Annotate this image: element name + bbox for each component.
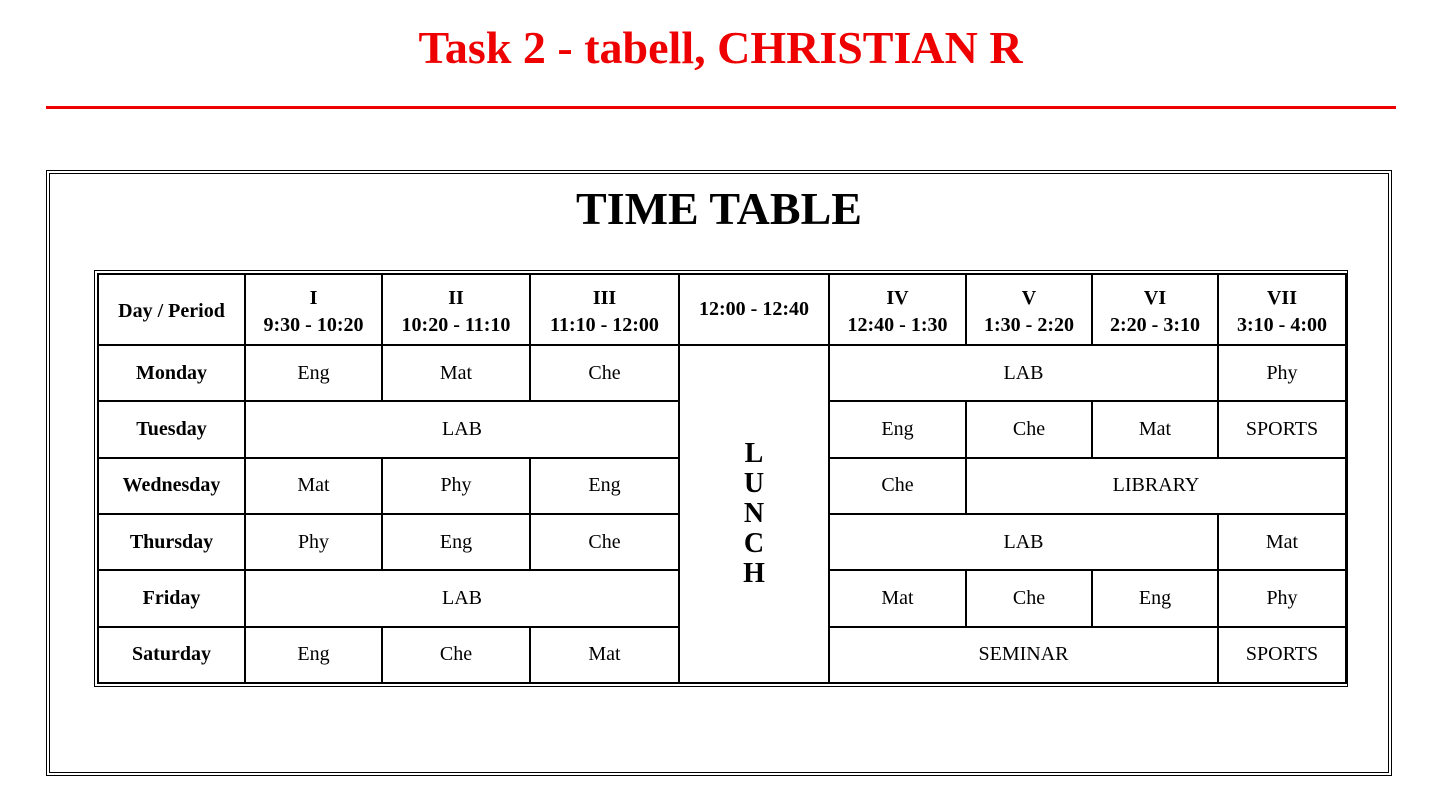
period-number: II [448, 286, 464, 309]
day-label: Friday [98, 570, 245, 626]
title-divider [46, 106, 1396, 109]
lunch-letter: C [743, 528, 765, 559]
period-time: 3:10 - 4:00 [1237, 313, 1327, 336]
lunch-cell [679, 345, 829, 683]
period-time: 11:10 - 12:00 [550, 313, 659, 336]
lunch-label [743, 439, 765, 589]
page-title: Task 2 - tabell, CHRISTIAN R [418, 22, 1023, 73]
table-cell: Mat [530, 627, 679, 683]
period-time: 2:20 - 3:10 [1110, 313, 1200, 336]
period-time: 12:40 - 1:30 [847, 313, 948, 336]
table-cell: Eng [245, 345, 382, 401]
day-label: Thursday [98, 514, 245, 570]
lunch-letter: H [743, 558, 765, 589]
period-header-2 [382, 274, 530, 345]
table-cell: Che [829, 458, 966, 514]
period-header-6 [1092, 274, 1218, 345]
table-cell: Che [530, 345, 679, 401]
timetable [97, 273, 1347, 684]
table-cell: Mat [1218, 514, 1346, 570]
table-cell: Che [530, 514, 679, 570]
period-time: 10:20 - 11:10 [401, 313, 511, 336]
table-cell: Che [966, 401, 1092, 457]
table-cell: Eng [382, 514, 530, 570]
timetable-heading: TIME TABLE [576, 183, 862, 234]
period-header-5 [966, 274, 1092, 345]
table-cell: LAB [829, 514, 1218, 570]
table-row-monday [98, 345, 1346, 401]
table-cell: Phy [245, 514, 382, 570]
timetable-frame [94, 270, 1348, 687]
period-number: VI [1143, 286, 1167, 309]
day-label: Wednesday [98, 458, 245, 514]
period-header-1 [245, 274, 382, 345]
table-cell: Eng [245, 627, 382, 683]
table-cell: Phy [1218, 345, 1346, 401]
lunch-letter: N [743, 498, 765, 529]
table-cell: SPORTS [1218, 627, 1346, 683]
day-label: Saturday [98, 627, 245, 683]
period-header-7 [1218, 274, 1346, 345]
period-number: III [592, 286, 617, 309]
period-time: 12:00 - 12:40 [699, 298, 809, 320]
table-cell: Eng [530, 458, 679, 514]
header-row [98, 274, 1346, 345]
day-label: Tuesday [98, 401, 245, 457]
day-label: Monday [98, 345, 245, 401]
period-number: IV [886, 286, 909, 309]
table-cell: Eng [1092, 570, 1218, 626]
corner-header [98, 274, 245, 345]
table-cell: LIBRARY [966, 458, 1346, 514]
period-number: VII [1266, 286, 1297, 309]
table-cell: LAB [829, 345, 1218, 401]
table-cell: Phy [382, 458, 530, 514]
table-cell: LAB [245, 401, 679, 457]
table-cell: Mat [382, 345, 530, 401]
table-cell: SEMINAR [829, 627, 1218, 683]
period-time: 9:30 - 10:20 [263, 313, 364, 336]
table-cell: Eng [829, 401, 966, 457]
table-cell: SPORTS [1218, 401, 1346, 457]
period-time: 1:30 - 2:20 [984, 313, 1074, 336]
table-cell: Che [382, 627, 530, 683]
lunch-letter: L [744, 438, 764, 469]
lunch-period-header [679, 274, 829, 345]
table-cell: Mat [1092, 401, 1218, 457]
period-number: V [1021, 286, 1037, 309]
period-header-4 [829, 274, 966, 345]
corner-header-label: Day / Period [118, 300, 225, 322]
table-cell: LAB [245, 570, 679, 626]
table-cell: Mat [245, 458, 382, 514]
period-header-3 [530, 274, 679, 345]
lunch-letter: U [743, 468, 765, 499]
table-cell: Phy [1218, 570, 1346, 626]
table-cell: Mat [829, 570, 966, 626]
table-cell: Che [966, 570, 1092, 626]
period-number: I [309, 286, 318, 309]
